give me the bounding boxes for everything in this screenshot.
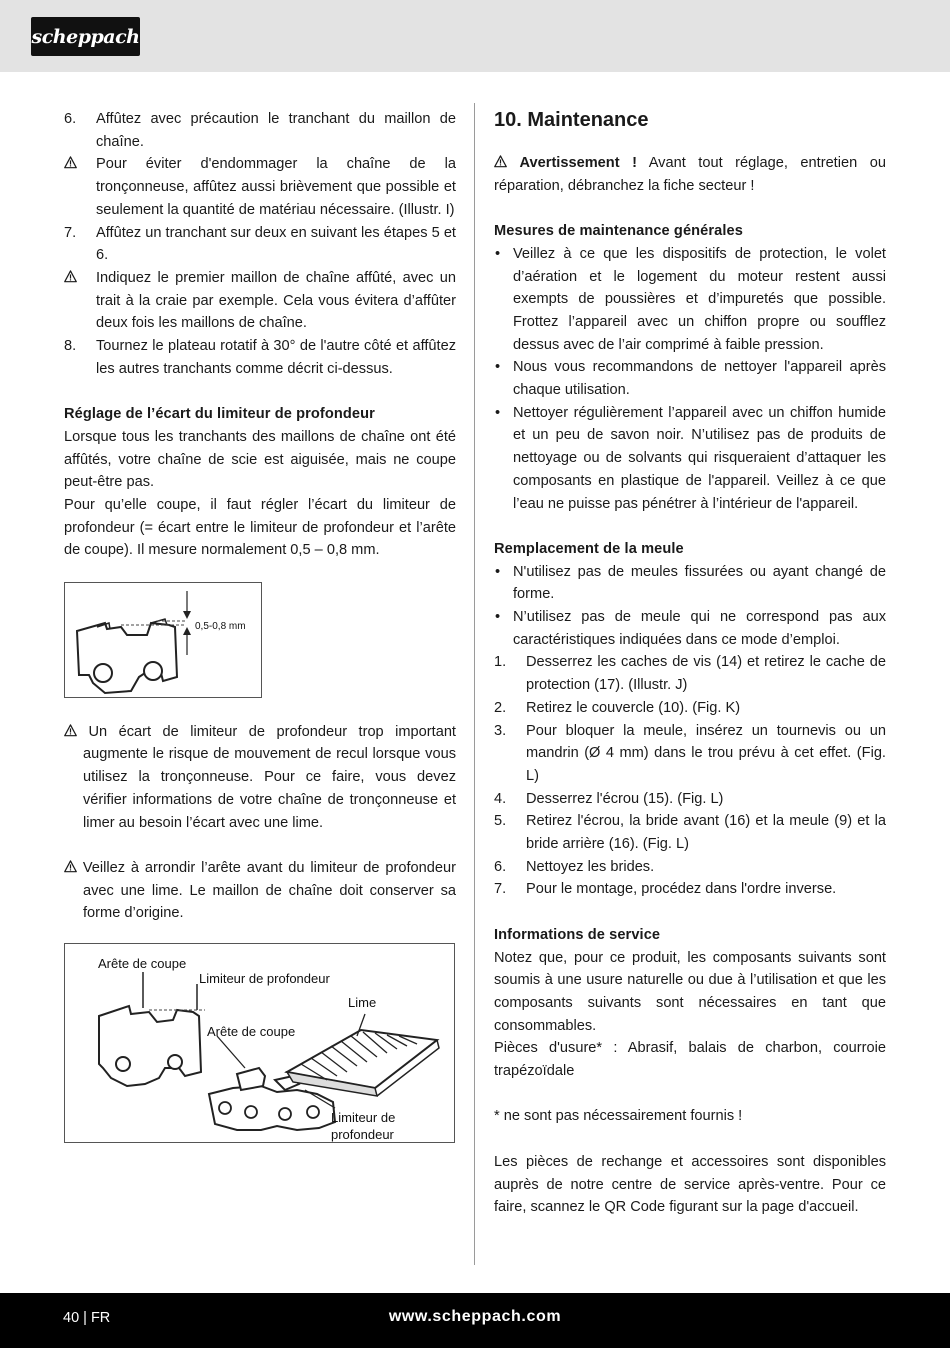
step-text: Pour bloquer la meule, insérez un tournevis ou un mandrin (Ø 4 mm) dans le trou prévu à cet effet. (Fig. L) bbox=[526, 722, 886, 784]
step-item bbox=[64, 335, 456, 380]
step-number: 8. bbox=[64, 338, 77, 355]
step-item bbox=[64, 222, 456, 267]
step-item bbox=[494, 810, 886, 855]
warning-item bbox=[64, 153, 456, 221]
step-text: Tournez le plateau rotatif à 30° de l'autre côté et affûtez les autres tranchants comme décrit ci-dessus. bbox=[96, 338, 456, 377]
warning-paragraph bbox=[64, 721, 456, 835]
step-number: 5. bbox=[494, 813, 507, 830]
warning-icon bbox=[494, 155, 507, 168]
step-number: 2. bbox=[494, 699, 507, 716]
left-column bbox=[64, 108, 456, 1143]
step-item bbox=[64, 108, 456, 153]
step-number: 3. bbox=[494, 722, 507, 739]
depth-limiter-label: Limiteur de bbox=[331, 1110, 396, 1126]
chain-link-illustration bbox=[65, 583, 263, 699]
cutting-edge-label: Arête de coupe bbox=[207, 1024, 296, 1040]
depth-limiter-label: profondeur bbox=[331, 1127, 394, 1143]
step-text: Pour le montage, procédez dans l'ordre inverse. bbox=[526, 881, 837, 898]
file-label: Lime bbox=[348, 995, 377, 1011]
step-text: Retirez le couvercle (10). (Fig. K) bbox=[526, 699, 741, 716]
gap-measurement-label: 0,5-0,8 mm bbox=[195, 621, 246, 633]
scheppach-logo bbox=[31, 17, 140, 56]
website-link[interactable]: www.scheppach.com bbox=[388, 1308, 562, 1325]
warning-paragraph bbox=[64, 857, 456, 925]
depth-gauge-heading: Réglage de l’écart du limiteur de profondeur bbox=[64, 406, 375, 423]
page-footer bbox=[0, 1293, 950, 1348]
service-paragraph: Notez que, pour ce produit, les composants suivants sont soumis à une usure naturelle ou due à l’utilisation et que les composants suivants sont nécessaires en tant que consommables. bbox=[494, 949, 886, 1034]
step-number: 7. bbox=[494, 881, 507, 898]
step-text: Nettoyez les brides. bbox=[526, 858, 655, 875]
step-text: Affûtez un tranchant sur deux en suivant les étapes 5 et 6. bbox=[96, 224, 456, 264]
list-item-text: Nettoyer régulièrement l’appareil avec un chiffon humide et un peu de savon noir. N’utilisez pas de produits de nettoyage ou de solvants qui risqueraient d’attaquer les composants en plastique de l'appareil. Veillez à ce que l’eau ne puisse pas pénétrer à l’intérieur de l'appareil. bbox=[513, 404, 886, 512]
list-item: • Veillez à ce que les dispositifs de protection, le volet d’aération et le logement du moteur restent aussi exempts de poussières et d’impuretés que possible. Frottez l’appareil avec un chiffon propre ou soufflez dessus avec de l’air comprimé à faible pression. bbox=[494, 243, 886, 357]
step-text: Desserrez l'écrou (15). (Fig. L) bbox=[526, 790, 724, 807]
list-item-text: Nous vous recommandons de nettoyer l'appareil après chaque utilisation. bbox=[513, 359, 886, 399]
chain-filing-figure bbox=[64, 943, 455, 1143]
general-maintenance-heading: Mesures de maintenance générales bbox=[494, 223, 743, 240]
warning-text: Un écart de limiteur de profondeur trop important augmente le risque de mouvement de recul lorsque vous utilisez la tronçonneuse. Pour ce faire, vous devez vérifier informations de votre chaîne de tronçonneuse et limer au besoin l’écart avec une lime. bbox=[83, 723, 456, 831]
step-item bbox=[494, 697, 886, 720]
warning-text: Pour éviter d'endommager la chaîne de la tronçonneuse, affûtez aussi brièvement que possible et seulement la quantité de matériau nécessaire. (Illustr. I) bbox=[96, 156, 456, 218]
warning-text: Indiquez le premier maillon de chaîne affûté, avec un trait à la craie par exemple. Cela vous évitera d’affûter deux fois les maillons de chaîne. bbox=[96, 269, 456, 332]
section-title: 10. Maintenance bbox=[494, 109, 649, 131]
warning-text: Avant tout réglage, entretien ou réparation, débranchez la fiche secteur ! bbox=[494, 155, 886, 194]
depth-limiter-label: Limiteur de profondeur bbox=[199, 971, 330, 987]
list-item: • N'utilisez pas de meules fissurées ou ayant changé de forme. bbox=[494, 561, 886, 606]
grinding-wheel-heading: Remplacement de la meule bbox=[494, 540, 684, 557]
warning-text: Veillez à arrondir l’arête avant du limiteur de profondeur avec une lime. Le maillon de chaîne doit conserver sa forme d’origine. bbox=[82, 859, 456, 922]
step-item bbox=[494, 788, 886, 811]
maintenance-warning bbox=[494, 152, 886, 197]
service-note: * ne sont pas nécessairement fournis ! bbox=[494, 1108, 743, 1125]
depth-gauge-paragraph: Lorsque tous les tranchants des maillons de chaîne ont été affûtés, votre chaîne de scie est aiguisée, mais ne coupe peut-être pas. bbox=[64, 428, 456, 491]
column-divider bbox=[474, 103, 475, 1265]
step-item bbox=[494, 651, 886, 696]
step-text: Retirez l'écrou, la bride avant (16) et la meule (9) et la bride arrière (16). (Fig. L) bbox=[526, 813, 886, 853]
warning-icon bbox=[64, 267, 96, 290]
list-item-text: Veillez à ce que les dispositifs de protection, le volet d’aération et le logement du moteur restent aussi exempts de poussières et d’impuretés que possible. Frottez l’appareil avec un chiffon propre ou soufflez dessus avec de l’air comprimé à faible pression. bbox=[513, 245, 886, 353]
page-header bbox=[0, 0, 950, 72]
list-item: • N’utilisez pas de meule qui ne correspond pas aux caractéristiques indiquées dans ce mode d’emploi. bbox=[494, 606, 886, 651]
depth-gauge-figure bbox=[64, 582, 262, 698]
step-number: 4. bbox=[494, 790, 507, 807]
step-item bbox=[494, 878, 886, 901]
service-info-heading: Informations de service bbox=[494, 926, 661, 943]
step-text: Affûtez avec précaution le tranchant du maillon de chaîne. bbox=[96, 111, 456, 150]
list-item-text: N'utilisez pas de meules fissurées ou ayant changé de forme. bbox=[513, 563, 886, 603]
step-text: Desserrez les caches de vis (14) et retirez le cache de protection (17). (Illustr. J) bbox=[526, 654, 886, 694]
warning-icon bbox=[64, 860, 77, 873]
warning-item bbox=[64, 267, 456, 335]
service-paragraph: Pièces d'usure* : Abrasif, balais de charbon, courroie trapézoïdale bbox=[494, 1040, 886, 1080]
cutting-edge-label: Arête de coupe bbox=[98, 956, 187, 972]
warning-icon bbox=[64, 153, 96, 176]
warning-label: Avertissement ! bbox=[519, 155, 637, 171]
list-item: • Nous vous recommandons de nettoyer l'appareil après chaque utilisation. bbox=[494, 356, 886, 401]
list-item: • Nettoyer régulièrement l’appareil avec un chiffon humide et un peu de savon noir. N’utilisez pas de produits de nettoyage ou de solvants qui risqueraient d’attaquer les composants en plastique de l'appareil. Veillez à ce que l’eau ne puisse pas pénétrer à l’intérieur de l'appareil. bbox=[494, 402, 886, 516]
logo-text: scheppach bbox=[31, 25, 140, 48]
step-number: 7. bbox=[64, 224, 77, 241]
step-number: 6. bbox=[64, 111, 77, 127]
warning-icon bbox=[64, 724, 77, 737]
service-paragraph: Les pièces de rechange et accessoires sont disponibles auprès de notre centre de service après-ventre. Pour ce faire, scannez le QR Code figurant sur la page d'accueil. bbox=[494, 1153, 886, 1216]
page-number: 40 | FR bbox=[63, 1310, 111, 1326]
step-item bbox=[494, 856, 886, 879]
step-item bbox=[494, 720, 886, 788]
list-item-text: N’utilisez pas de meule qui ne correspond pas aux caractéristiques indiquées dans ce mode d’emploi. bbox=[513, 609, 886, 648]
right-column bbox=[494, 108, 886, 1219]
step-number: 6. bbox=[494, 858, 507, 875]
step-number: 1. bbox=[494, 654, 507, 671]
depth-gauge-paragraph: Pour qu’elle coupe, il faut régler l’écart du limiteur de profondeur (= écart entre le limiteur de profondeur et l’arête de coupe). Il mesure normalement 0,5 – 0,8 mm. bbox=[64, 496, 456, 559]
